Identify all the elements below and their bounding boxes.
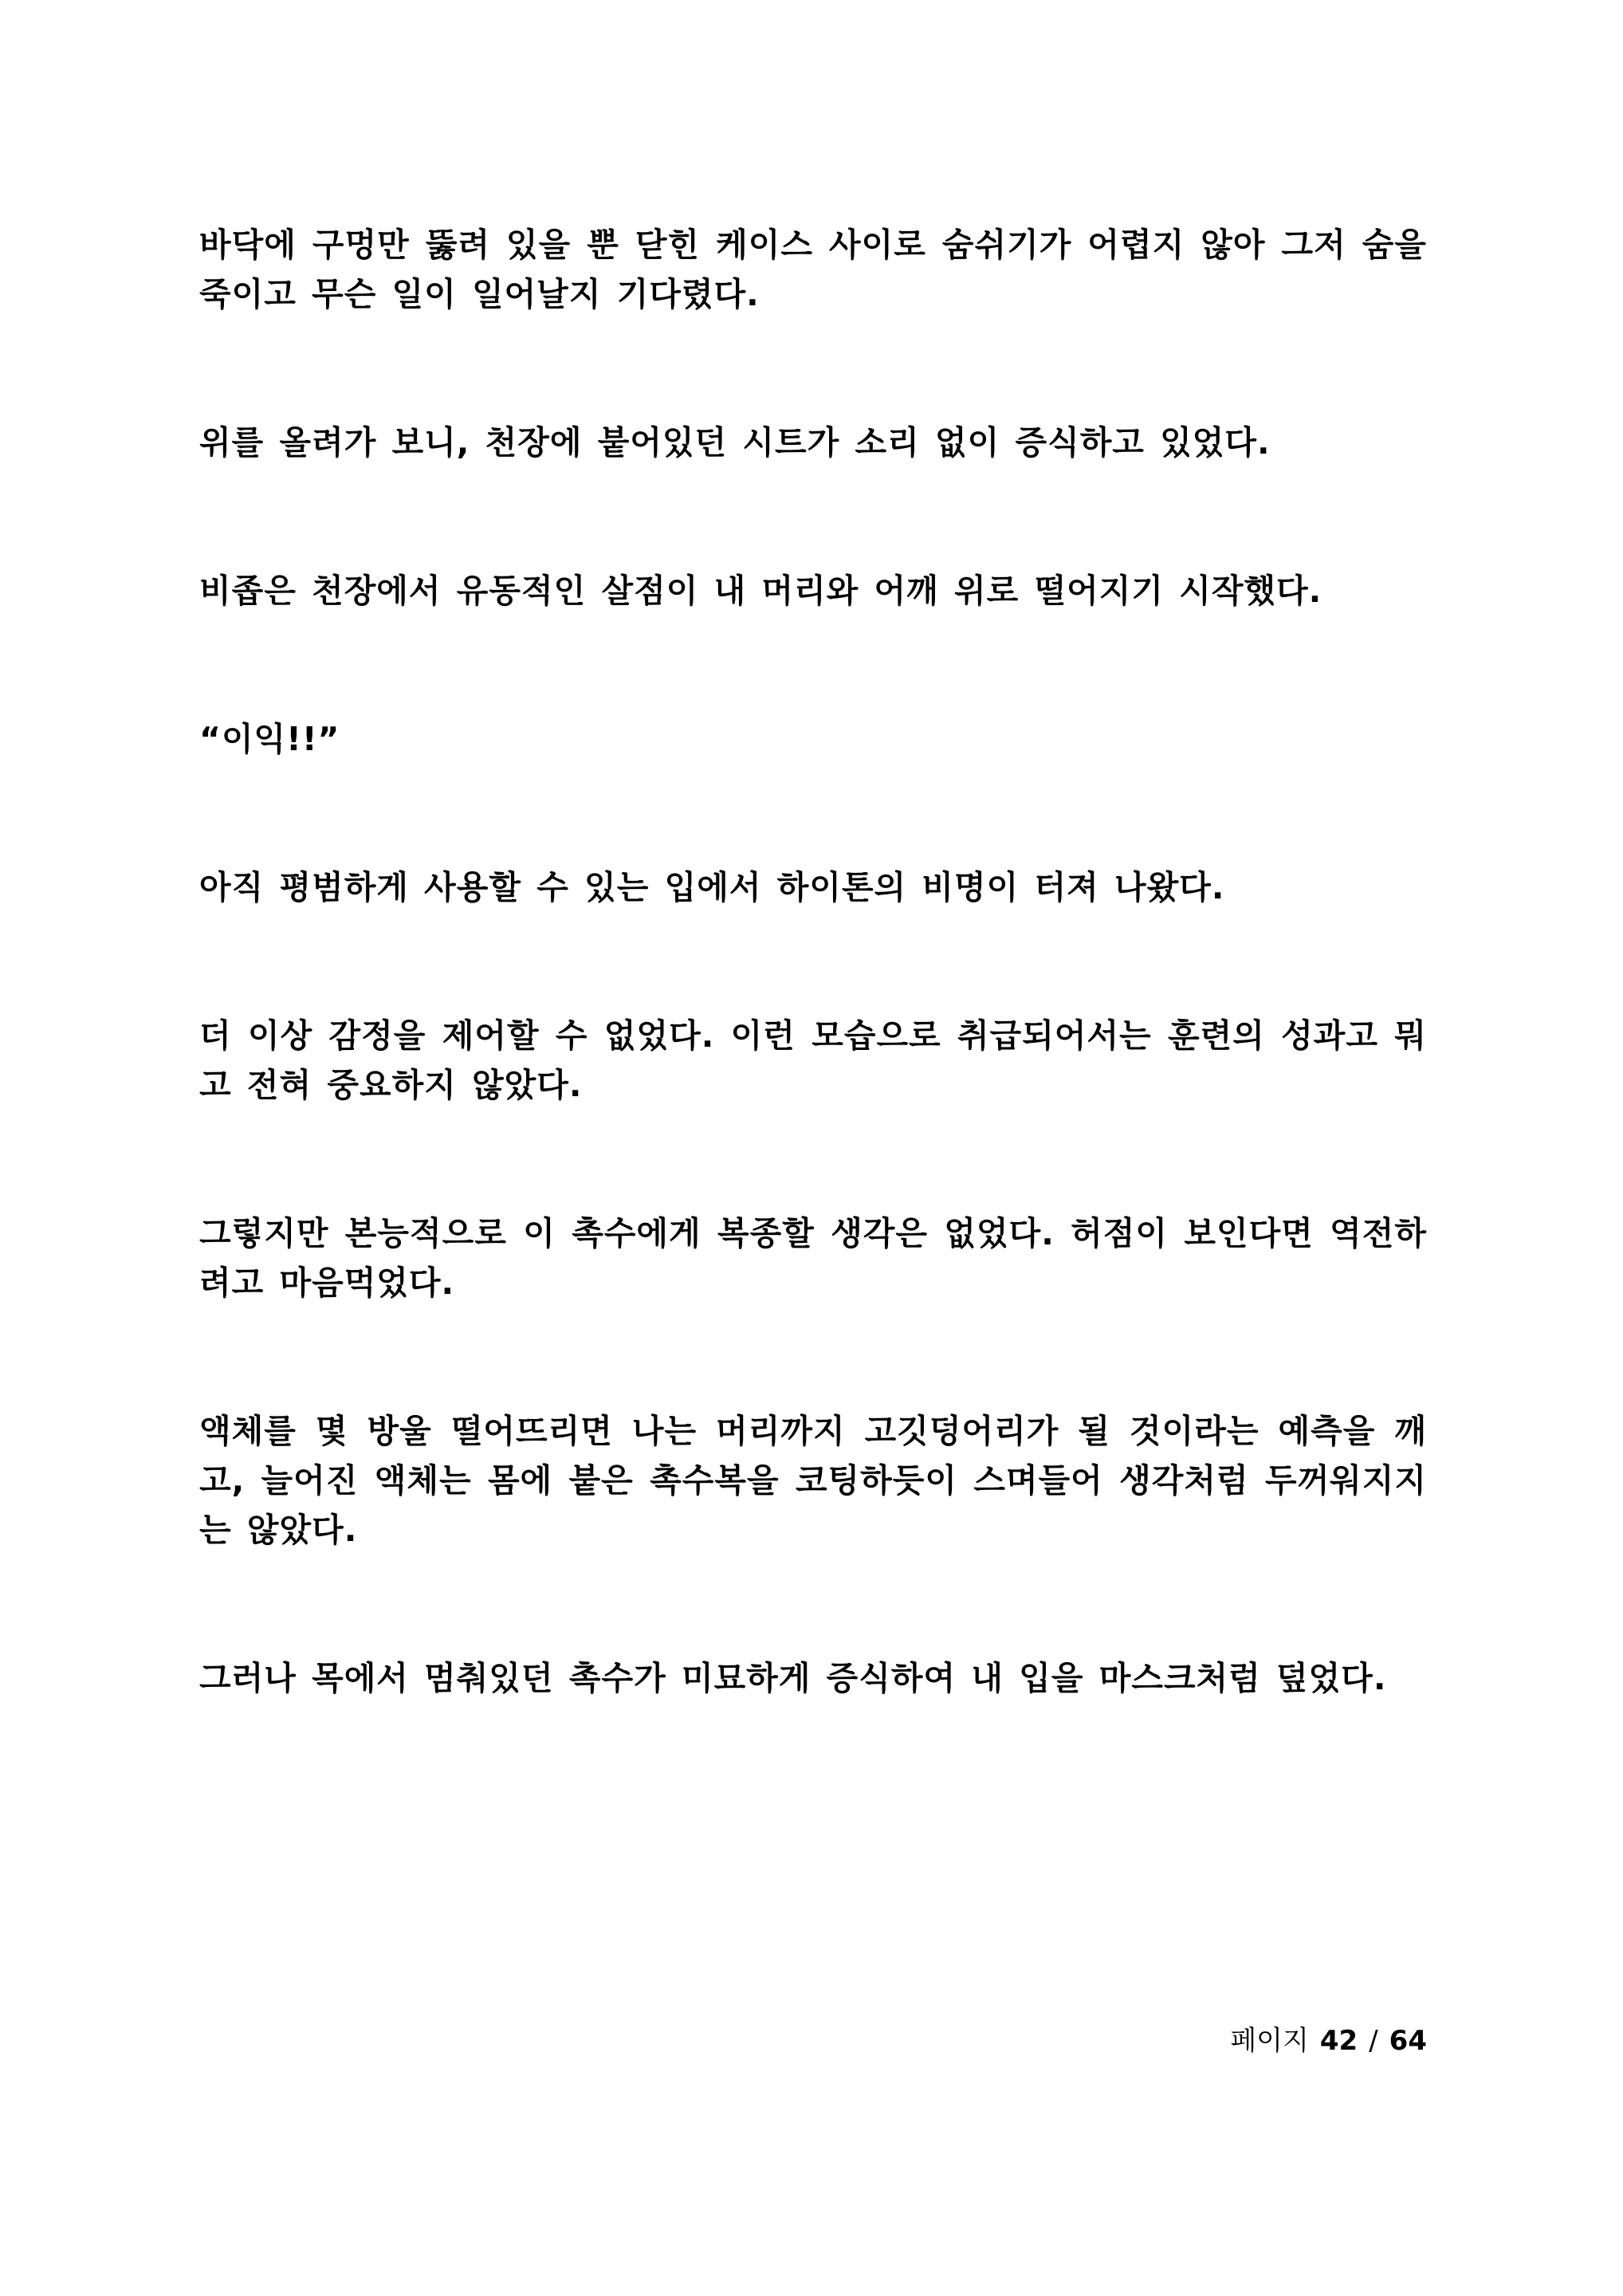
body-text [199,220,1427,1703]
paragraph: 바닥에 구멍만 뚫려 있을 뿐 닫힌 케이스 사이로 숨쉬기가 어렵지 않아 그저 숨을 죽이고 무슨 일이 일어날지 기다렸다. [199,226,1427,313]
paragraph: 그러나 목에서 멈춰있던 촉수가 미묘하게 증식하여 내 입을 마스크처럼 덮었다. [199,1659,1387,1697]
paragraph: 아직 평범하게 사용할 수 있는 입에서 하이톤의 비명이 터져 나왔다. [199,868,1225,906]
paragraph: 액체를 몇 방울 떨어뜨리면 나는 머리까지 고깃덩어리가 될 것이라는 예측을 깨고, 늘어진 액체는 몸에 붙은 촉수복을 코팅하듯이 스며들어 생각처럼 두꺼워지지는 않았다. [199,1412,1427,1549]
paragraph: 더 이상 감정을 제어할 수 없었다. 이런 모습으로 취급되어서는 훈련의 성과고 뭐고 전혀 중요하지 않았다. [199,1016,1427,1104]
page-separator: / [1369,2025,1378,2057]
current-page-number: 42 [1319,2025,1358,2057]
paragraph: 위를 올려가 보니, 천장에 붙어있던 시트가 소리 없이 증식하고 있었다. [199,423,1271,462]
paragraph: 비좁은 천장에서 유동적인 살점이 내 머리와 어깨 위로 떨어지기 시작했다. [199,572,1322,610]
paragraph: 그렇지만 본능적으로 이 촉수에게 복종할 생각은 없었다. 허점이 보인다면 역전하려고 마음먹었다. [199,1214,1427,1302]
page-label: 페이지 [1230,2025,1309,2057]
dialogue-paragraph: “이익!!” [199,720,340,758]
total-page-count: 64 [1389,2025,1427,2057]
page-number-footer [1230,2023,1427,2058]
